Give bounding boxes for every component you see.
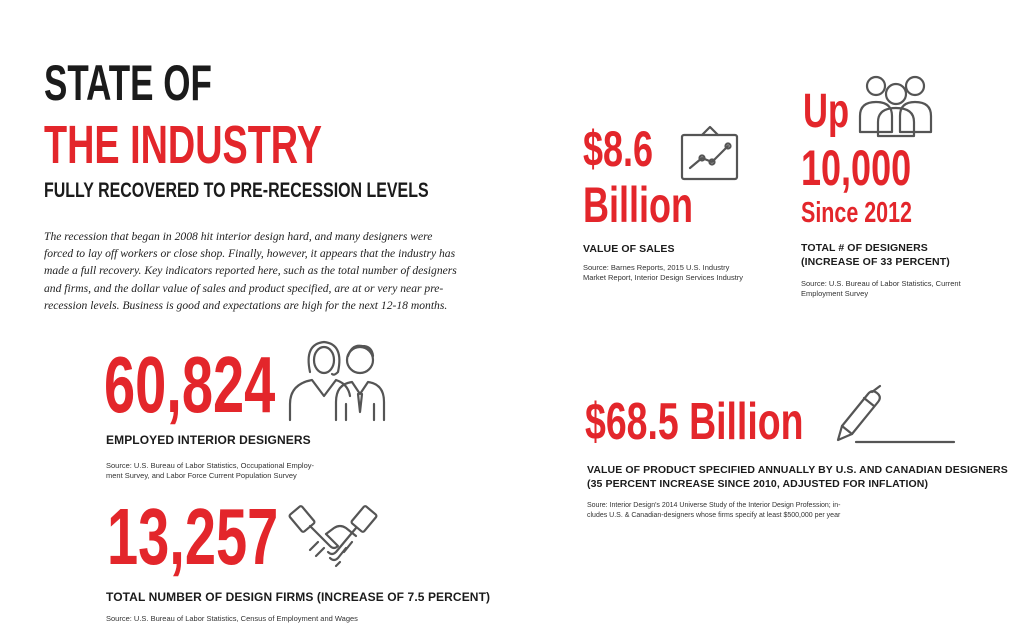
sales-source: [583, 263, 743, 283]
intro-paragraph: [44, 228, 504, 314]
header: [44, 55, 284, 111]
intro-line: The recession that began in 2008 hit interior design hard, and many designers were: [44, 230, 433, 243]
intro-line: forced to lay off workers or close shop. Finally, however, it appears that the industry has: [44, 247, 456, 261]
product-label: [587, 463, 1008, 491]
product-number: $68.5 Billion: [585, 393, 804, 451]
product-source: [587, 501, 840, 520]
source-line: Soure: Interior Design's 2014 Universe Study of the Interior Design Profession; in-: [587, 502, 841, 509]
designers-source: [801, 279, 961, 299]
title-line-1: STATE OF: [44, 55, 212, 111]
woman-and-man-icon: [288, 338, 398, 422]
source-line: Employment Survey: [801, 289, 869, 298]
handshake-icon: [290, 502, 380, 574]
firms-number: 13,257: [107, 492, 279, 581]
designers-up-line-2: 10,000: [801, 140, 912, 196]
sales-value-2: [583, 177, 736, 233]
subtitle: FULLY RECOVERED TO PRE-RECESSION LEVELS: [44, 179, 429, 202]
sales-value: [583, 121, 680, 177]
pen-signing-icon: [832, 386, 956, 446]
label-line: (35 PERCENT INCREASE SINCE 2010, ADJUSTED FOR INFLATION): [587, 478, 929, 490]
employed-source: [106, 461, 314, 481]
sales-value-line-2: Billion: [583, 177, 693, 233]
designers-up-line-3: Since 2012: [801, 197, 912, 229]
source-line: Source: Barnes Reports, 2015 U.S. Industry: [583, 263, 730, 272]
firms-source: Source: U.S. Bureau of Labor Statistics, Census of Employment and Wages: [106, 614, 358, 623]
designers-count: [801, 140, 954, 196]
label-line: VALUE OF PRODUCT SPECIFIED ANNUALLY BY U.S. AND CANADIAN DESIGNERS: [587, 464, 1008, 476]
subtitle-block: [44, 180, 550, 202]
label-line: TOTAL # OF DESIGNERS: [801, 242, 928, 254]
source-line: Source: U.S. Bureau of Labor Statistics, Current: [801, 279, 961, 288]
title-line-2: THE INDUSTRY: [44, 115, 322, 175]
sales-label: VALUE OF SALES: [583, 243, 675, 255]
designers-up-line-1: Up: [803, 85, 850, 138]
title-block: [44, 115, 441, 175]
intro-line: made a full recovery. Key indicators reported here, such as the total number of designers: [44, 264, 457, 278]
people-group-icon: [858, 72, 934, 138]
source-line: ment Survey, and Labor Force Current Population Survey: [106, 471, 297, 480]
designers-since: [801, 198, 951, 228]
line-chart-icon: [680, 124, 740, 182]
employed-label: EMPLOYED INTERIOR DESIGNERS: [106, 433, 311, 447]
source-line: cludes U.S. & Canadian-designers whose firms specify at least $500,000 per year: [587, 511, 841, 519]
employed-number: 60,824: [104, 340, 276, 429]
source-line: Source: U.S. Bureau of Labor Statistics, Occupational Employ-: [106, 461, 315, 470]
sales-value-line-1: $8.6: [583, 121, 654, 177]
firms-label: TOTAL NUMBER OF DESIGN FIRMS (INCREASE OF 7.5 PERCENT): [106, 590, 491, 604]
intro-line: and firms, and the dollar value of sales and product specified, are at or very near pre-: [44, 281, 444, 295]
designers-label: [801, 241, 950, 269]
source-line: Market Report, Interior Design Services Industry: [583, 273, 744, 282]
label-line: (INCREASE OF 33 PERCENT): [801, 256, 950, 268]
intro-line: recession levels. Business is good and expectations are high for the next 12-18 months.: [44, 298, 448, 312]
